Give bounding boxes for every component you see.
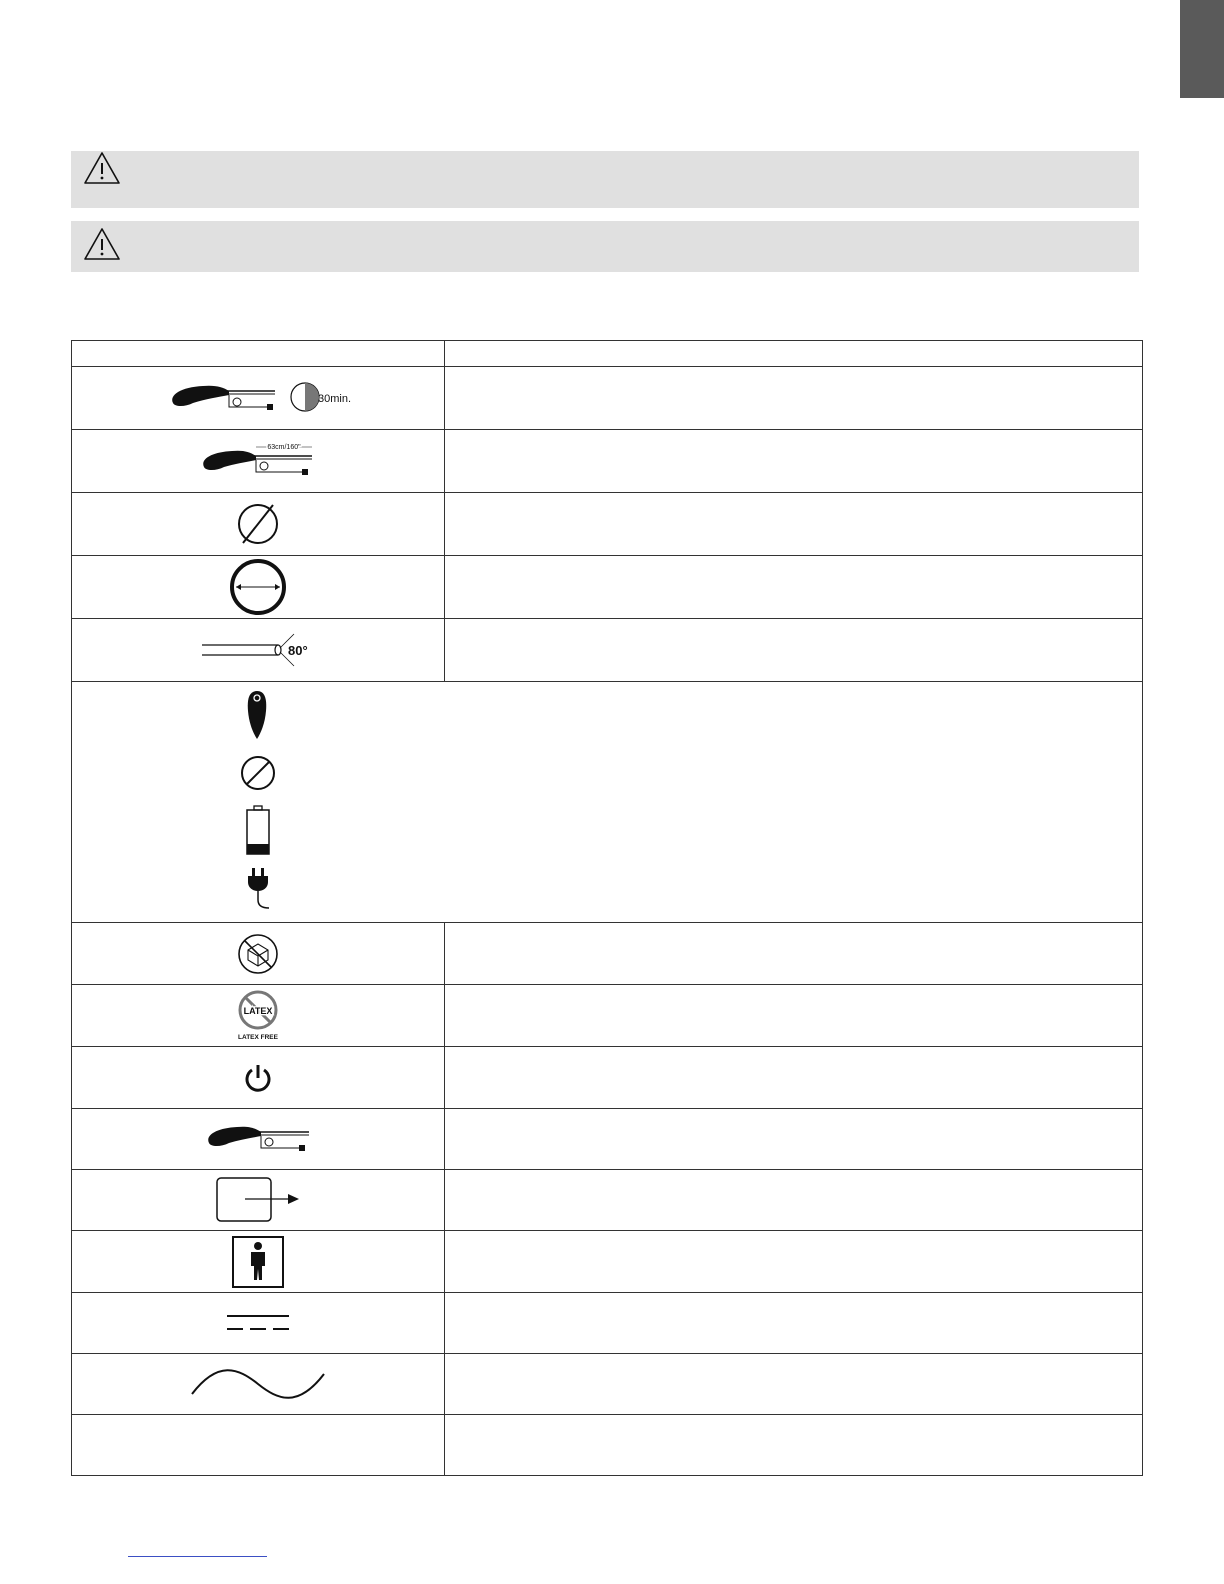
warning-box-2 [71,221,1139,272]
description-cell [445,556,1143,619]
type-bf-applied-part-icon [231,1235,285,1289]
symbol-cell [72,923,445,985]
description-cell [445,1354,1143,1415]
symbol-cell [72,1415,445,1476]
handpiece-cable-icon [203,1121,313,1157]
handpiece-30min-timer-icon [163,373,353,423]
latex-label: LATEX [243,1005,273,1016]
description-cell [445,430,1143,493]
latex-free-icon [228,989,288,1043]
symbol-cell [72,1354,445,1415]
multi-symbol-cell [72,682,1143,923]
handpiece-cable-length-icon [198,441,318,481]
table-row [72,682,1143,923]
table-row [72,985,1143,1047]
symbol-cell [72,1231,445,1293]
section-tab [1180,0,1224,98]
header-description-cell [445,341,1143,367]
table-row [72,1415,1143,1476]
table-row [72,1293,1143,1354]
description-cell [445,1047,1143,1109]
table-row [72,1109,1143,1170]
do-not-use-damaged-package-icon [236,932,280,976]
table-row [72,923,1143,985]
table-header-row [72,341,1143,367]
description-cell [445,1109,1143,1170]
warning-triangle-icon [83,151,121,185]
handpiece-top-icon [245,689,269,741]
description-cell [445,1170,1143,1231]
header-symbol-cell [72,341,445,367]
table-row [72,367,1143,430]
table-row [72,493,1143,556]
symbol-cell [72,556,445,619]
footer-link-underline[interactable] [128,1556,267,1557]
diameter-icon [234,500,282,548]
description-cell [445,1293,1143,1354]
symbol-cell [72,1047,445,1109]
angle-label: 80° [288,643,308,658]
power-plug-icon [245,866,271,910]
prohibited-icon [239,754,277,792]
symbol-cell [72,1293,445,1354]
symbol-cell [72,367,445,430]
cable-length-label: 63cm/160" [267,444,301,451]
symbol-cell [72,985,445,1047]
video-output-icon [215,1176,301,1224]
warning-triangle-icon [83,227,121,261]
alternating-current-icon [190,1364,326,1404]
description-cell [445,367,1143,430]
table-row [72,1354,1143,1415]
table-row [72,1231,1143,1293]
direct-current-icon [225,1311,291,1335]
table-row [72,1047,1143,1109]
description-cell [445,923,1143,985]
latex-free-label: LATEX FREE [238,1033,278,1041]
symbol-cell [72,619,445,682]
description-cell [445,985,1143,1047]
symbol-cell [72,1170,445,1231]
table-row [72,619,1143,682]
power-button-icon [242,1062,274,1094]
description-cell [445,1231,1143,1293]
field-of-view-icon [198,630,318,670]
symbols-table [71,340,1143,1476]
description-cell [445,619,1143,682]
circle-width-icon [228,557,288,617]
warning-box-1 [71,151,1139,208]
battery-low-icon [245,804,271,856]
duration-label: 30min. [318,393,352,405]
symbol-cell [72,493,445,556]
description-cell [445,1415,1143,1476]
description-cell [445,493,1143,556]
table-row [72,1170,1143,1231]
table-row [72,556,1143,619]
symbol-cell [72,430,445,493]
symbol-cell [72,1109,445,1170]
table-row [72,430,1143,493]
